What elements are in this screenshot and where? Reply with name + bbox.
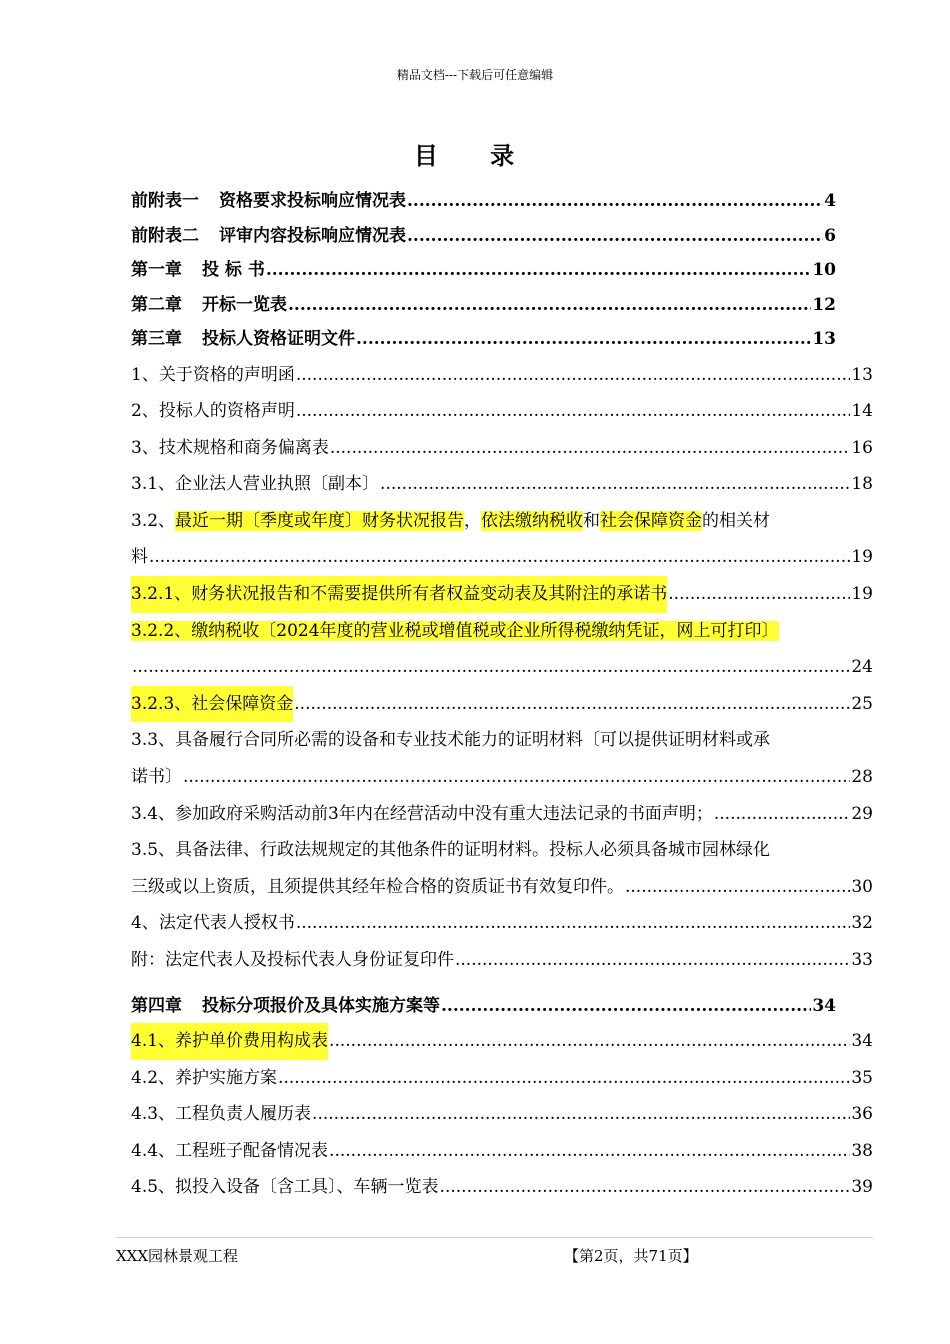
toc-entry-3-2-cont[interactable] xyxy=(131,539,873,576)
toc-page-number: 4 xyxy=(824,191,836,211)
page-header: 精品文档---下载后可任意编辑 xyxy=(396,68,554,82)
toc-entry-chapter-4[interactable] xyxy=(131,989,836,1024)
toc-entry-1[interactable] xyxy=(131,357,873,394)
toc-page-number: 10 xyxy=(812,260,836,280)
toc-entry-3-5[interactable] xyxy=(131,832,873,869)
toc-entry-text: 4.3、工程负责人履历表 xyxy=(131,1104,312,1125)
toc-page-number: 39 xyxy=(851,1177,873,1198)
leader-dots xyxy=(440,1169,851,1206)
toc-entry-text: 3.4、参加政府采购活动前3年内在经营活动中没有重大违法记录的书面声明； xyxy=(131,803,713,824)
toc-page-number: 32 xyxy=(851,913,873,934)
toc-page-number: 13 xyxy=(812,329,836,349)
toc-entry-text: 三级或以上资质，且须提供其经年检合格的资质证书有效复印件。 xyxy=(131,876,624,897)
toc-page-number: 29 xyxy=(851,803,873,824)
leader-dots xyxy=(296,393,851,430)
toc-chapter-label: 第三章 xyxy=(131,329,182,349)
leader-dots xyxy=(294,686,850,723)
leader-dots xyxy=(380,466,850,503)
highlighted-text: 3.2.3、社会保障资金 xyxy=(131,686,293,723)
leader-dots xyxy=(625,869,850,906)
toc-entry-4-2[interactable] xyxy=(131,1060,873,1097)
toc-entry-4-1[interactable] xyxy=(131,1023,873,1060)
toc-page-number: 36 xyxy=(851,1104,873,1125)
toc-entry-text: 3.3、具备履行合同所必需的设备和专业技术能力的证明材料〔可以提供证明材料或承 xyxy=(131,730,771,751)
toc-page-number: 34 xyxy=(812,995,836,1016)
toc-entry-text: 4.5、拟投入设备〔含工具〕、车辆一览表 xyxy=(131,1177,439,1198)
toc-entry-chapter-2[interactable] xyxy=(131,288,836,323)
footer-project-name: XXX园林景观工程 xyxy=(116,1247,239,1265)
toc-entry-text: 3.2、 xyxy=(131,510,176,531)
toc-entry-text: 4.2、养护实施方案 xyxy=(131,1067,278,1088)
toc-chapter-title: 投标人资格证明文件 xyxy=(202,329,355,349)
footer-page-indicator: 【第2页，共71页】 xyxy=(564,1247,698,1265)
toc-page-number: 14 xyxy=(851,401,873,422)
toc-entry-3-3-cont[interactable] xyxy=(131,759,873,796)
highlighted-text: 4.1、养护单价费用构成表 xyxy=(131,1023,328,1060)
leader-dots xyxy=(455,942,850,979)
toc-entry-3-2[interactable] xyxy=(131,503,873,540)
toc-page-number: 24 xyxy=(851,657,873,678)
toc-page-number: 16 xyxy=(851,437,873,458)
toc-chapter-label: 第四章 xyxy=(131,995,182,1016)
leader-dots xyxy=(288,288,811,323)
leader-dots xyxy=(441,989,811,1024)
toc-entry-3-2-2-cont[interactable] xyxy=(131,649,873,686)
toc-entry-text: 诺书〕 xyxy=(131,767,182,788)
toc-page-number: 33 xyxy=(851,950,873,970)
toc-entry-2[interactable] xyxy=(131,393,873,430)
toc-entry-chapter-3[interactable] xyxy=(131,322,836,357)
toc-chapter-title: 评审内容投标响应情况表 xyxy=(219,225,406,246)
toc-chapter-label: 第一章 xyxy=(131,260,182,280)
leader-dots xyxy=(407,219,823,254)
leader-dots xyxy=(330,430,851,467)
toc-entry-4-4[interactable] xyxy=(131,1133,873,1170)
leader-dots xyxy=(407,184,823,219)
leader-dots xyxy=(296,357,851,394)
toc-page-number: 12 xyxy=(812,294,836,315)
leader-dots xyxy=(149,539,850,576)
spacer xyxy=(131,979,873,989)
leader-dots xyxy=(668,576,850,613)
toc-entry-text: 1、关于资格的声明函 xyxy=(131,364,295,385)
leader-dots xyxy=(312,1096,850,1133)
toc-page-number: 19 xyxy=(851,547,873,568)
leader-dots xyxy=(296,905,851,942)
toc-entry-appendix-2[interactable] xyxy=(131,219,836,254)
toc-chapter-label: 前附表一 xyxy=(131,191,199,211)
toc-entry-text: 4、法定代表人授权书 xyxy=(131,913,295,934)
toc-page-number: 18 xyxy=(851,474,873,495)
toc-title: 目 录 xyxy=(413,141,537,170)
highlighted-text: 3.2.2、缴纳税收〔2024年度的营业税或增值税或企业所得税缴纳凭证，网上可打印〕 xyxy=(131,620,779,641)
leader-dots xyxy=(329,1133,850,1170)
leader-dots xyxy=(266,253,811,288)
toc-entry-text: 3、技术规格和商务偏离表 xyxy=(131,437,329,458)
highlighted-text: 最近一期〔季度或年度〕财务状况报告 xyxy=(175,510,465,531)
toc-page-number: 35 xyxy=(851,1067,873,1088)
toc-page-number: 19 xyxy=(851,584,873,605)
toc-page-number: 30 xyxy=(851,876,873,897)
toc-page-number: 25 xyxy=(851,693,873,714)
toc-chapter-title: 投 标 书 xyxy=(202,260,265,280)
leader-dots xyxy=(132,649,850,686)
leader-dots xyxy=(183,759,850,796)
toc-entry-appendix-id[interactable] xyxy=(131,942,873,979)
toc-entry-text: 3.5、具备法律、行政法规规定的其他条件的证明材料。投标人必须具备城市园林绿化 xyxy=(131,840,771,861)
toc-entry-4-5[interactable] xyxy=(131,1169,873,1206)
toc-entry-3-2-2[interactable] xyxy=(131,613,873,650)
toc-entry-3-3[interactable] xyxy=(131,722,873,759)
toc-entry-text: 2、投标人的资格声明 xyxy=(131,401,295,422)
toc-chapter-title: 投标分项报价及具体实施方案等 xyxy=(202,995,440,1016)
leader-dots xyxy=(329,1023,850,1060)
toc-entry-3-2-1[interactable] xyxy=(131,576,873,613)
toc-page-number: 6 xyxy=(824,225,836,246)
table-of-contents xyxy=(131,184,873,1206)
toc-page-number: 28 xyxy=(851,767,873,788)
toc-page-number: 13 xyxy=(851,364,873,385)
toc-entry-4-3[interactable] xyxy=(131,1096,873,1133)
leader-dots xyxy=(278,1060,850,1097)
highlighted-text: 依法缴纳税收 xyxy=(481,510,584,531)
toc-entry-3-5-cont[interactable] xyxy=(131,869,873,906)
toc-entry-text: ， xyxy=(464,510,482,531)
toc-entry-text: 4.4、工程班子配备情况表 xyxy=(131,1140,329,1161)
leader-dots xyxy=(356,322,811,357)
toc-entry-chapter-1[interactable] xyxy=(131,253,836,288)
toc-page-number: 38 xyxy=(851,1140,873,1161)
toc-entry-4[interactable] xyxy=(131,905,873,942)
toc-chapter-label: 第二章 xyxy=(131,294,182,315)
leader-dots xyxy=(714,796,851,833)
toc-entry-text: 的相关材 xyxy=(702,510,771,531)
toc-entry-text: 和 xyxy=(583,510,601,531)
footer-divider xyxy=(116,1237,873,1238)
toc-entry-text: 料 xyxy=(131,547,148,568)
toc-chapter-title: 资格要求投标响应情况表 xyxy=(219,191,406,211)
toc-page-number: 34 xyxy=(851,1031,873,1052)
toc-entry-3-2-3[interactable] xyxy=(131,686,873,723)
highlighted-text: 3.2.1、财务状况报告和不需要提供所有者权益变动表及其附注的承诺书 xyxy=(131,576,667,613)
toc-entry-3[interactable] xyxy=(131,430,873,467)
highlighted-text: 社会保障资金 xyxy=(600,510,703,531)
toc-entry-appendix-1[interactable] xyxy=(131,184,836,219)
toc-entry-3-4[interactable] xyxy=(131,796,873,833)
toc-entry-text: 附：法定代表人及投标代表人身份证复印件 xyxy=(131,950,454,970)
toc-chapter-label: 前附表二 xyxy=(131,225,199,246)
toc-entry-text: 3.1、企业法人营业执照〔副本〕 xyxy=(131,474,380,495)
toc-entry-3-1[interactable] xyxy=(131,466,873,503)
toc-chapter-title: 开标一览表 xyxy=(202,294,287,315)
